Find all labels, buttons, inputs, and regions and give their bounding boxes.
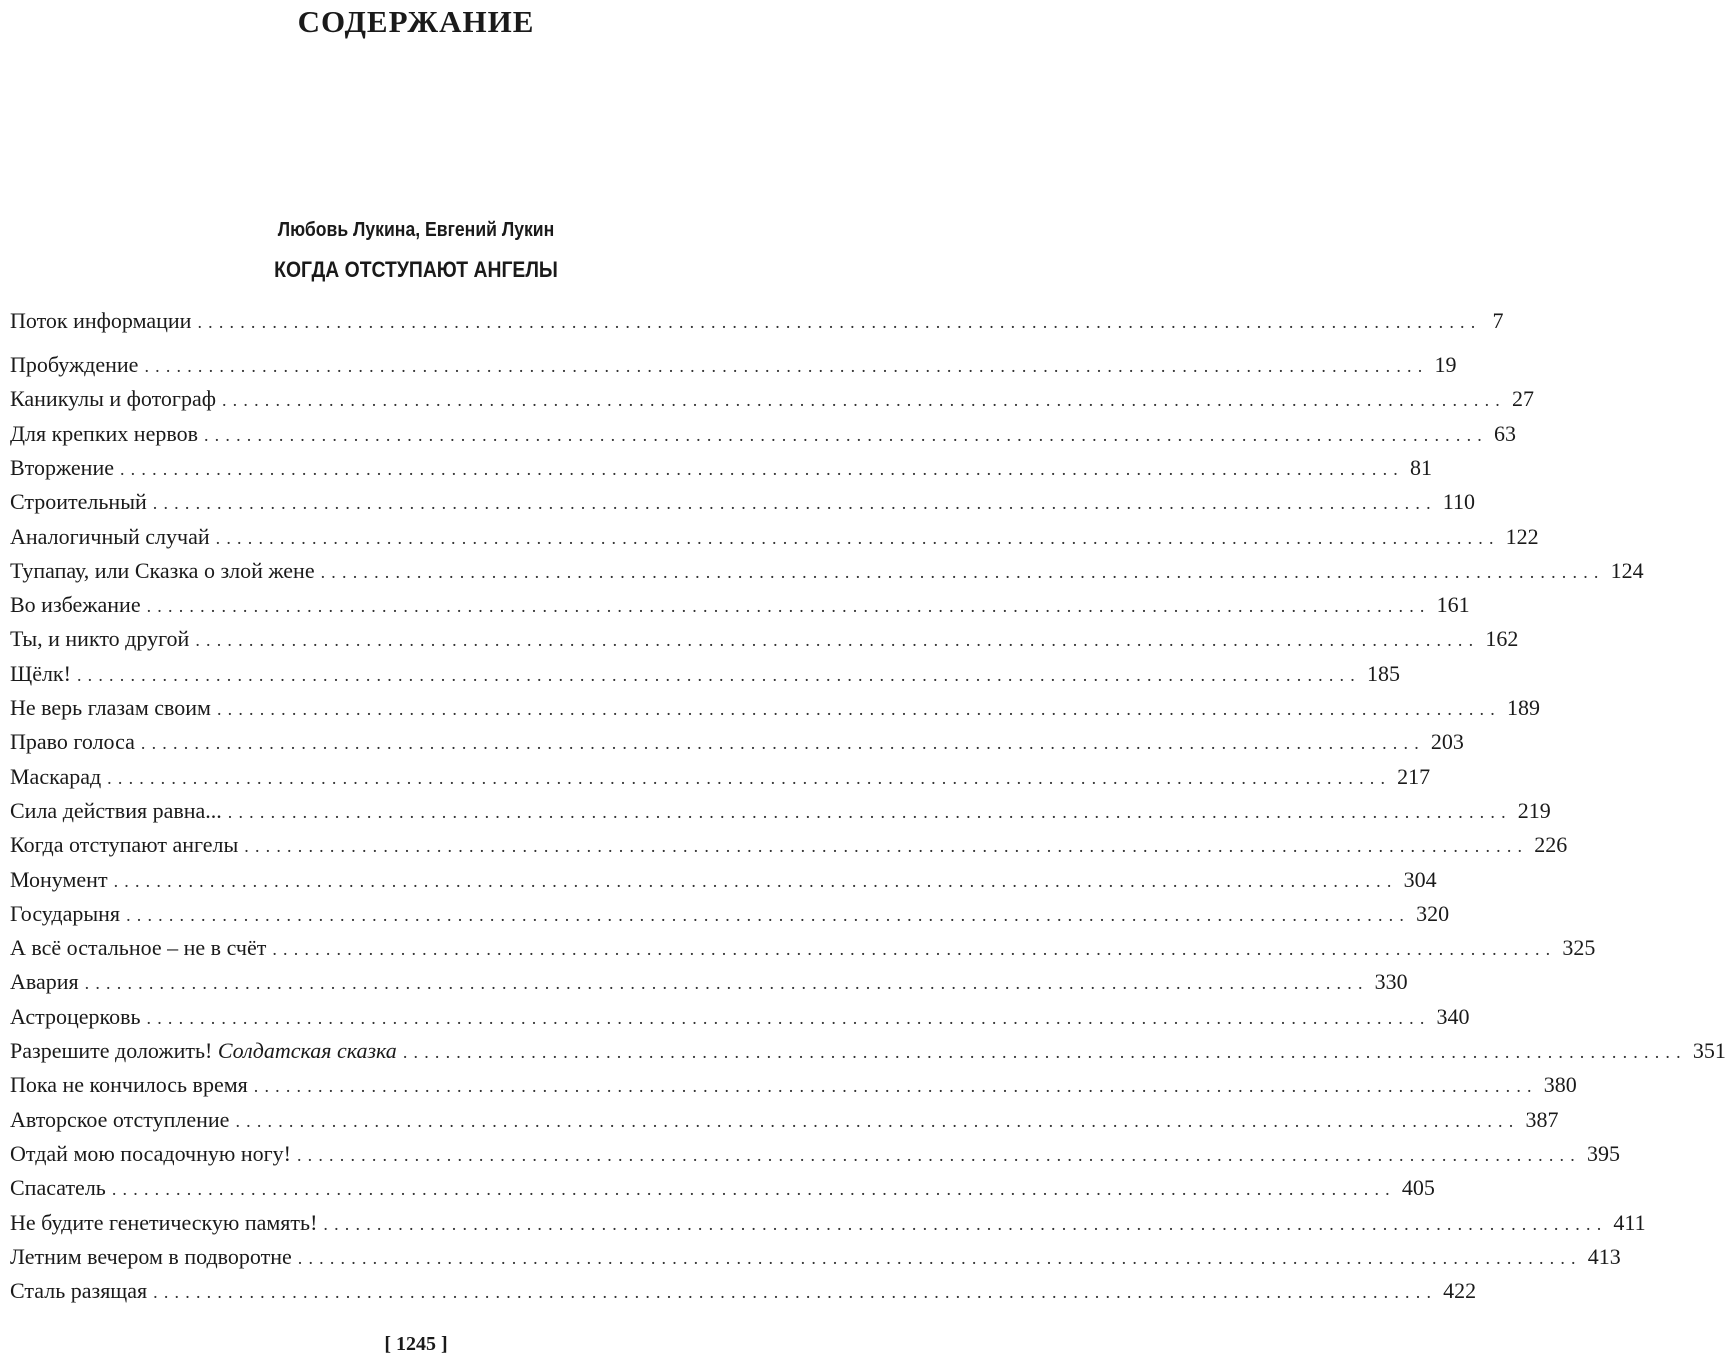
- toc-entry: [10, 969, 1408, 999]
- dot-leader: ........................................................................................................................: [272, 939, 1557, 960]
- toc-entry-title: [10, 592, 147, 618]
- page-title: СОДЕРЖАНИЕ: [297, 4, 535, 39]
- dot-leader: ........................................................................................................................: [195, 630, 1480, 651]
- dot-leader: ........................................................................................................................: [221, 390, 1506, 411]
- toc-entry: [10, 1175, 1435, 1205]
- toc-entry: [10, 386, 1534, 416]
- toc-entry-page: 219: [1517, 797, 1551, 823]
- dot-leader: ........................................................................................................................: [320, 561, 1605, 582]
- toc-entry-page: 189: [1506, 695, 1540, 720]
- toc-entry-title-text: Отдай мою посадочную ногу!: [10, 1140, 291, 1166]
- toc-entry: [10, 660, 1400, 691]
- toc-entry-title: [10, 1004, 147, 1030]
- toc-entry-page: 124: [1610, 557, 1644, 583]
- dot-leader: ........................................................................................................................: [152, 493, 1437, 514]
- toc-entry-page: 19: [1434, 352, 1457, 377]
- toc-entry-title-text: Авария: [10, 969, 79, 995]
- dot-leader: ........................................................................................................................: [153, 1282, 1438, 1303]
- toc-entry: [10, 866, 1437, 897]
- dot-leader: ........................................................................................................................: [140, 733, 1425, 754]
- toc-entry-title: [10, 1278, 153, 1304]
- page-number: [ 1245 ]: [384, 1333, 448, 1355]
- toc-entry-page: 63: [1493, 420, 1516, 446]
- dot-leader: ........................................................................................................................: [216, 699, 1501, 719]
- toc-entry: [10, 1038, 1726, 1068]
- toc-entry-title-text: Вторжение: [10, 454, 114, 480]
- toc-entry: [10, 1106, 1559, 1137]
- toc-entry-title: [10, 558, 321, 584]
- toc-entry-title-text: Летним вечером в подворотне: [10, 1243, 292, 1269]
- toc-entry: [10, 695, 1540, 725]
- toc-entry-title-text: Ты, и никто другой: [10, 626, 190, 652]
- toc-entry-title: [10, 455, 120, 481]
- toc-entry-title-text: Государыня: [10, 900, 121, 926]
- toc-entry-title-text: Спасатель: [10, 1175, 106, 1201]
- toc-entry-page: 395: [1586, 1140, 1620, 1166]
- toc-entry-page: 405: [1401, 1175, 1435, 1201]
- toc-entry-page: 7: [1492, 308, 1504, 333]
- toc-entry: [10, 626, 1519, 656]
- toc-entry-title: [10, 695, 217, 721]
- toc-entry-page: 413: [1587, 1243, 1621, 1269]
- toc-entry-title: [10, 489, 153, 515]
- toc-entry-subtitle: Солдатская сказка: [217, 1038, 397, 1063]
- toc-entry-title-text: Щёлк!: [10, 660, 71, 686]
- dot-leader: ........................................................................................................................: [402, 1042, 1687, 1062]
- toc-entry-page: 325: [1562, 935, 1596, 961]
- toc-entry-title-text: Пробуждение: [10, 352, 139, 377]
- dot-leader: ........................................................................................................................: [197, 312, 1482, 332]
- toc-entry-title: [10, 524, 216, 550]
- toc-entry-page: 217: [1397, 763, 1431, 789]
- dot-leader: ........................................................................................................................: [215, 527, 1500, 548]
- dot-leader: ........................................................................................................................: [323, 1213, 1608, 1234]
- toc-entry-title: [10, 626, 195, 652]
- dot-leader: ........................................................................................................................: [297, 1247, 1582, 1268]
- toc-entry: [10, 832, 1568, 862]
- toc-entry-page: 351: [1692, 1038, 1726, 1063]
- toc-entry-page: 387: [1525, 1106, 1559, 1132]
- toc-entry: [10, 592, 1470, 622]
- book-title: КОГДА ОТСТУПАЮТ АНГЕЛЫ: [274, 257, 558, 282]
- toc-entry-title: [10, 308, 197, 334]
- dot-leader: ........................................................................................................................: [296, 1144, 1581, 1165]
- toc-entry-title: [10, 1141, 297, 1167]
- toc-entry: [10, 935, 1596, 965]
- toc-entry: [10, 1003, 1470, 1034]
- authors-line: Любовь Лукина, Евгений Лукин: [277, 219, 555, 241]
- toc-entry-page: 226: [1534, 832, 1568, 858]
- toc-entry: [10, 1209, 1646, 1240]
- toc-entry-page: 320: [1416, 900, 1450, 926]
- toc-entry-title-text: Маскарад: [10, 763, 102, 789]
- dot-leader: ........................................................................................................................: [235, 1110, 1520, 1131]
- toc-entry-title: [10, 1175, 112, 1201]
- toc-entry-title: [10, 832, 244, 858]
- toc-entry-title: [10, 729, 141, 755]
- toc-entry-title: [10, 901, 126, 927]
- toc-entry: [10, 900, 1450, 931]
- toc-entry-page: 330: [1374, 969, 1408, 995]
- toc-entry-page: 340: [1436, 1003, 1470, 1029]
- dot-leader: ........................................................................................................................: [244, 836, 1529, 857]
- dot-leader: ........................................................................................................................: [76, 664, 1361, 685]
- dot-leader: ........................................................................................................................: [146, 596, 1431, 617]
- toc-entry-page: 162: [1485, 626, 1519, 652]
- toc-entry-page: 304: [1403, 866, 1437, 892]
- toc-entry-page: 203: [1430, 729, 1464, 755]
- toc-entry-page: 422: [1443, 1278, 1477, 1304]
- dot-leader: ........................................................................................................................: [146, 1007, 1431, 1028]
- dot-leader: ........................................................................................................................: [84, 973, 1369, 994]
- toc-entry-title: [10, 386, 222, 412]
- dot-leader: ........................................................................................................................: [111, 1179, 1396, 1200]
- toc-entry: [10, 308, 1504, 338]
- toc-entry-title: [10, 764, 107, 790]
- toc-entry-title-text: Астроцерковь: [10, 1003, 141, 1029]
- toc-entry-title-text: Авторское отступление: [10, 1106, 230, 1132]
- dot-leader: ........................................................................................................................: [126, 904, 1411, 925]
- toc-entry-title: [10, 969, 85, 995]
- toc-entry-title-text: Сталь разящая: [10, 1278, 148, 1304]
- toc-entry-title-text: Не верь глазам своим: [10, 695, 211, 720]
- toc-entry-title: [10, 661, 77, 687]
- toc-entry: [10, 489, 1475, 519]
- toc-entry: [10, 1243, 1621, 1274]
- toc-entry: [10, 1140, 1620, 1171]
- toc-entry-title: [10, 1038, 403, 1064]
- toc-entry-title-text: Для крепких нервов: [10, 420, 198, 446]
- toc-entry-title-text: А всё остальное – не в счёт: [10, 935, 267, 961]
- dot-leader: ........................................................................................................................: [203, 424, 1488, 445]
- toc-entry-title-text: Право голоса: [10, 729, 135, 755]
- dot-leader: ........................................................................................................................: [144, 356, 1429, 376]
- toc-entry-title-text: Пока не кончилось время: [10, 1072, 248, 1098]
- toc-entry: [10, 1278, 1477, 1308]
- toc-entry-title: [10, 798, 228, 824]
- toc-entry-page: 110: [1442, 489, 1475, 515]
- toc-entry-title: [10, 1244, 298, 1270]
- toc-entry-title-text: Монумент: [10, 866, 108, 892]
- toc-entry: [10, 729, 1464, 759]
- toc-entry-page: 81: [1409, 454, 1432, 480]
- toc-entry-title-text: Аналогичный случай: [10, 523, 210, 549]
- toc-entry-title-text: Разрешите доложить!: [10, 1038, 213, 1063]
- toc-entry-title-text: Строительный: [10, 489, 147, 515]
- toc-entry-title-text: Не будите генетическую память!: [10, 1209, 318, 1235]
- toc-entry-page: 161: [1436, 592, 1470, 618]
- toc-entry-title: [10, 867, 114, 893]
- toc-entry: [10, 454, 1432, 485]
- toc-entry-page: 411: [1613, 1209, 1646, 1235]
- toc-entry: [10, 420, 1516, 451]
- toc-entry-title-text: Тупапау, или Сказка о злой жене: [10, 557, 315, 583]
- toc-entry: [10, 1072, 1577, 1102]
- toc-entry-title-text: Когда отступают ангелы: [10, 832, 239, 858]
- toc-entry: [10, 797, 1551, 828]
- toc-entry-title: [10, 1210, 323, 1236]
- toc-entry: [10, 352, 1457, 382]
- toc-entry-title-text: Во избежание: [10, 592, 141, 618]
- toc-entry-title-text: Поток информации: [10, 308, 192, 333]
- toc-entry-page: 27: [1511, 386, 1534, 412]
- dot-leader: ........................................................................................................................: [119, 458, 1404, 479]
- toc-entry-title: [10, 421, 204, 447]
- dot-leader: ........................................................................................................................: [107, 767, 1392, 788]
- toc-entry: [10, 557, 1644, 588]
- toc-entry-title: [10, 1107, 235, 1133]
- toc-entry-title-text: Каникулы и фотограф: [10, 386, 216, 412]
- dot-leader: ........................................................................................................................: [227, 801, 1512, 822]
- toc-entry-title: [10, 1072, 254, 1098]
- toc-entry-page: 185: [1366, 660, 1400, 686]
- dot-leader: ........................................................................................................................: [253, 1076, 1538, 1097]
- toc-entry-title: [10, 352, 144, 378]
- toc-entry-title: [10, 935, 272, 961]
- toc-entry: [10, 523, 1539, 554]
- dot-leader: ........................................................................................................................: [113, 870, 1398, 891]
- toc-entry-page: 380: [1543, 1072, 1577, 1098]
- toc-entry: [10, 763, 1431, 794]
- toc-entry-title-text: Сила действия равна...: [10, 797, 222, 823]
- toc-entry-page: 122: [1505, 523, 1539, 549]
